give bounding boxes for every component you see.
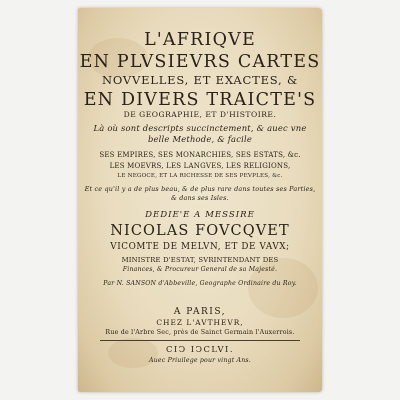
dedicatee-title-1: VICOMTE DE MELVN, ET DE VAVX;: [110, 242, 290, 252]
contents-line-8: SES EMPIRES, SES MONARCHIES, SES ESTATS, &c.: [99, 151, 301, 159]
dedicatee-title-3: Finances, & Procureur General de sa Majesté.: [122, 266, 278, 273]
contents-line-9: LES MOEVRS, LES LANGVES, LES RELIGIONS,: [109, 162, 291, 170]
title-line-1: L'AFRIQVE: [144, 30, 256, 50]
imprint-date: CIↃ IↃCLVI.: [166, 344, 234, 354]
dedicatee-title-2: MINISTRE D'ESTAT, SVRINTENDANT DES: [121, 256, 279, 264]
description-line-6: Là où sont descripts succinctement, & auec vne: [93, 123, 307, 133]
contents-line-10: LE NEGOCE, ET LA RICHESSE DE SES PEVPLES, &c.: [117, 173, 283, 179]
description-line-7: belle Methode, & facile: [147, 134, 253, 144]
imprint-address: Rue de l'Arbre Sec, près de Sainct Germain l'Auxerrois.: [105, 329, 295, 336]
book-title-page: [78, 8, 322, 392]
imprint-publisher: CHEZ L'AVTHEVR,: [156, 318, 244, 327]
contents-line-11: Et ce qu'il y a de plus beau, & de plus rare dans toutes ses Parties,: [84, 185, 316, 193]
author-line: Par N. SANSON d'Abbeville, Geographe Ordinaire du Roy.: [103, 280, 297, 287]
imprint-city: A PARIS,: [173, 307, 227, 317]
subtitle-line-5: DE GEOGRAPHIE, ET D'HISTOIRE.: [123, 110, 277, 119]
dedicatee-name: NICOLAS FOVCQVET: [110, 223, 290, 239]
title-line-4: EN DIVERS TRAICTE'S: [83, 90, 317, 110]
dedication-line-13: DEDIE'E A MESSIRE: [145, 210, 255, 220]
imprint-rule: [100, 340, 300, 341]
title-line-3: NOVVELLES, ET EXACTES, &: [101, 73, 299, 87]
title-line-2: EN PLVSIEVRS CARTES: [79, 52, 321, 72]
privilege-line: Auec Priuilege pour vingt Ans.: [149, 357, 251, 364]
contents-line-12: & dans ses Isles.: [171, 194, 229, 202]
